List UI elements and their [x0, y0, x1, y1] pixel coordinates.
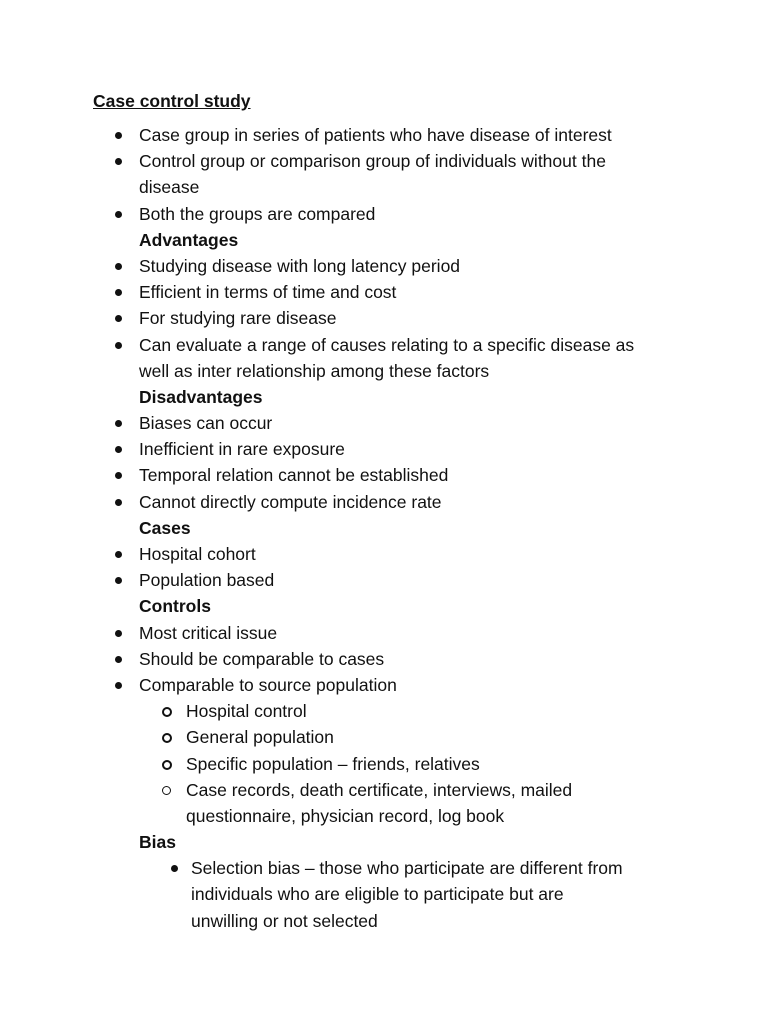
bullet-icon: [115, 263, 122, 270]
list-item: Selection bias – those who participate are different from: [0, 855, 768, 881]
list-item: For studying rare disease: [0, 305, 768, 331]
list-item-continuation: unwilling or not selected: [191, 910, 378, 931]
list-item-continuation: individuals who are eligible to participate but are: [191, 884, 564, 905]
sub-list-item-continuation: questionnaire, physician record, log book: [186, 805, 505, 826]
bullet-icon: [171, 865, 178, 872]
document-body: [0, 122, 768, 934]
list-item: Control group or comparison group of individuals without the: [0, 148, 768, 174]
list-item: Comparable to source population: [0, 672, 768, 698]
sub-list-item: Specific population – friends, relatives: [0, 751, 768, 777]
list-item: Most critical issue: [0, 620, 768, 646]
hollow-bullet-icon: [162, 760, 172, 770]
section-heading-advantages: Advantages: [139, 229, 239, 250]
list-item: Studying disease with long latency period: [0, 253, 768, 279]
bullet-icon: [115, 315, 122, 322]
list-item: Efficient in terms of time and cost: [0, 279, 768, 305]
list-item: Population based: [0, 567, 768, 593]
bullet-icon: [115, 446, 122, 453]
section-heading-disadvantages: Disadvantages: [139, 386, 263, 407]
bullet-icon: [115, 342, 122, 349]
bullet-icon: [115, 158, 122, 165]
bullet-icon: [115, 499, 122, 506]
list-item-continuation: disease: [139, 177, 200, 198]
hollow-bullet-icon: [162, 786, 171, 795]
list-item: Temporal relation cannot be established: [0, 462, 768, 488]
bullet-icon: [115, 656, 122, 663]
hollow-bullet-icon: [162, 733, 172, 743]
bullet-icon: [115, 551, 122, 558]
bullet-icon: [115, 682, 122, 689]
sub-list-item: Hospital control: [0, 698, 768, 724]
bullet-icon: [115, 472, 122, 479]
list-item: Case group in series of patients who have disease of interest: [0, 122, 768, 148]
page-title: Case control study: [93, 91, 251, 111]
list-item-continuation: well as inter relationship among these factors: [139, 360, 490, 381]
list-item: Can evaluate a range of causes relating to a specific disease as: [0, 332, 768, 358]
section-heading-controls: Controls: [139, 596, 211, 617]
sub-list-item: General population: [0, 724, 768, 750]
list-item: Hospital cohort: [0, 541, 768, 567]
section-heading-cases: Cases: [139, 517, 191, 538]
bullet-icon: [115, 577, 122, 584]
bullet-icon: [115, 289, 122, 296]
list-item: Should be comparable to cases: [0, 646, 768, 672]
bullet-icon: [115, 630, 122, 637]
bullet-icon: [115, 211, 122, 218]
list-item: Both the groups are compared: [0, 201, 768, 227]
bullet-icon: [115, 420, 122, 427]
bullet-icon: [115, 132, 122, 139]
list-item: Cannot directly compute incidence rate: [0, 489, 768, 515]
sub-list-item: Case records, death certificate, interviews, mailed: [0, 777, 768, 803]
list-item: Inefficient in rare exposure: [0, 436, 768, 462]
hollow-bullet-icon: [162, 707, 172, 717]
section-heading-bias: Bias: [139, 832, 176, 853]
list-item: Biases can occur: [0, 410, 768, 436]
